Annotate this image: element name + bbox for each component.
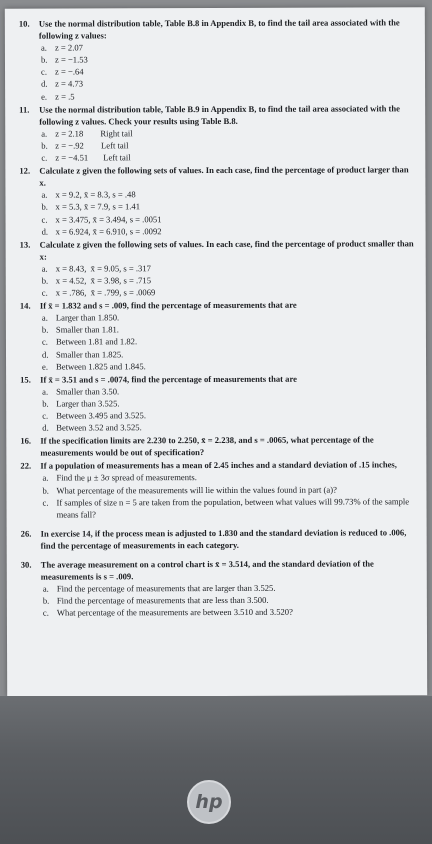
problem-part	[43, 606, 417, 619]
part-letter: b.	[41, 201, 48, 213]
problem-part	[42, 285, 416, 298]
part-text: z = 2.07	[54, 42, 83, 53]
part-letter: a.	[40, 42, 47, 53]
part-text: Find the percentage of measurements that are less than 3.500.	[56, 595, 269, 606]
problem	[20, 372, 416, 434]
problem-part	[43, 495, 417, 520]
problem-stem: If the specification limits are 2.230 to 2.250, x̄ = 2.238, and s = .0065, what percentage of the measurements would be out of specification?	[40, 434, 374, 458]
part-letter: d.	[41, 79, 48, 90]
problem-body	[40, 433, 416, 458]
part-letter: a.	[41, 189, 48, 200]
part-text: If samples of size n = 5 are taken from the population, between what values will 99.73% of the sample means fall?	[56, 495, 410, 520]
problem-list	[5, 7, 427, 619]
part-text: z = −4.51 Left tail	[55, 152, 131, 163]
problem	[19, 102, 415, 164]
problem-body	[40, 459, 416, 521]
part-text: What percentage of the measurements are between 3.510 and 3.520?	[56, 607, 293, 618]
problem-stem: If x̄ = 3.51 and s = .0074, find the percentage of measurements that are	[40, 373, 297, 385]
part-text: Smaller than 1.81.	[55, 324, 119, 335]
part-text: z = −.64	[55, 66, 84, 77]
problem-number: 12.	[19, 165, 31, 176]
part-text: x = 8.43, x̄ = 9.05, s = .317	[55, 263, 151, 274]
problem-stem: Use the normal distribution table, Table B.8 in Appendix B, to find the tail area associated with the following z values:	[38, 17, 400, 41]
problem-body	[41, 526, 417, 551]
part-letter: c.	[42, 497, 49, 508]
part-text: x = 9.2, x̄ = 8.3, s = .48	[55, 189, 136, 200]
part-text: z = .5	[55, 91, 75, 102]
problem-number: 30.	[20, 559, 32, 570]
part-text: Between 1.81 and 1.82.	[55, 336, 138, 347]
part-text: x = 6.924, x̄ = 6.910, s = .0092	[55, 225, 162, 237]
problem	[20, 433, 416, 459]
part-letter: b.	[41, 275, 49, 286]
problem-stem: The average measurement on a control chart is x̄ = 3.514, and the standard deviation of the measurements is s = .009.	[40, 558, 374, 582]
problem-stem: If a population of measurements has a mean of 2.45 inches and a standard deviation of .15 inches,	[40, 459, 397, 471]
part-text: Between 3.495 and 3.525.	[56, 410, 146, 421]
part-text: Between 1.825 and 1.845.	[56, 360, 146, 372]
part-letter: c.	[41, 66, 48, 77]
problem-stem: If x̄ = 1.832 and s = .009, find the percentage of measurements that are	[39, 299, 297, 311]
part-letter: a.	[42, 583, 49, 594]
problem-number: 14.	[19, 300, 31, 311]
part-text: z = −1.53	[54, 54, 88, 65]
problem-part	[41, 89, 415, 102]
problem-body	[41, 557, 417, 619]
part-letter: e.	[42, 361, 49, 372]
hp-logo-icon: hp	[187, 780, 231, 824]
problem-stem: Calculate z given the following sets of values. In each case, find the percentage of product smaller than x:	[39, 237, 414, 262]
problem	[21, 526, 417, 552]
problem-body	[40, 237, 416, 299]
problem-stem: Calculate z given the following sets of values. In each case, find the percentage of product larger than x.	[39, 164, 409, 188]
part-letter: a.	[42, 473, 49, 484]
part-letter: a.	[41, 312, 48, 323]
part-letter: a.	[41, 128, 48, 139]
worksheet-page	[5, 7, 427, 696]
part-text: Smaller than 3.50.	[56, 386, 120, 397]
part-letter: d.	[41, 349, 49, 360]
problem	[19, 163, 415, 237]
part-text: x = .786, x̄ = .799, s = .0069	[55, 287, 156, 298]
part-text: x = 5.3, x̄ = 7.9, s = 1.41	[55, 201, 141, 212]
problem-body	[39, 16, 415, 102]
problem	[19, 16, 415, 102]
part-letter: d.	[42, 422, 49, 433]
part-letter: e.	[41, 91, 48, 102]
part-text: Larger than 3.525.	[56, 398, 120, 409]
problem-stem: Use the normal distribution table, Table B.9 in Appendix B, to find the tail area associated with the following z values. Check your results using Table B.8.	[39, 103, 400, 127]
part-text: x = 4.52, x̄ = 3.98, s = .715	[55, 275, 152, 286]
part-text: Smaller than 1.825.	[55, 348, 124, 360]
problem-stem: In exercise 14, if the process mean is adjusted to 1.830 and the standard deviation is reduced to .006, find the percentage of measurements in each category.	[40, 527, 407, 551]
part-text: Find the percentage of measurements that are larger than 3.525.	[56, 583, 276, 594]
part-text: Larger than 1.850.	[55, 312, 120, 323]
part-text: What percentage of the measurements will lie within the values found in part (a)?	[56, 484, 337, 496]
part-letter: a.	[42, 386, 49, 397]
part-letter: b.	[42, 398, 49, 409]
part-letter: c.	[41, 152, 48, 163]
problem-number: 10.	[18, 18, 30, 29]
problem-part	[42, 224, 416, 237]
problem	[20, 459, 416, 521]
part-text: z = 4.73	[55, 78, 84, 90]
part-text: z = −.92 Left tail	[55, 140, 129, 151]
problem-body	[39, 102, 415, 164]
problem-number: 13.	[19, 239, 31, 250]
part-text: z = 2.18 Right tail	[55, 128, 133, 139]
problem-number: 15.	[20, 374, 31, 385]
problem-number: 22.	[20, 461, 32, 472]
part-text: Find the μ ± 3σ spread of measurements.	[56, 472, 197, 484]
problem	[20, 298, 416, 372]
problem-body	[40, 372, 416, 434]
problem-number: 26.	[20, 528, 32, 539]
part-letter: c.	[41, 214, 48, 225]
problem-body	[40, 298, 416, 372]
problem-number: 16.	[20, 435, 32, 446]
part-letter: b.	[41, 324, 49, 335]
problem-part	[42, 359, 416, 372]
problem	[21, 557, 417, 619]
part-letter: b.	[41, 140, 48, 151]
part-text: x = 3.475, x̄ = 3.494, s = .0051	[55, 213, 162, 225]
part-letter: c.	[42, 410, 49, 421]
problem-part	[42, 420, 416, 433]
part-letter: d.	[41, 226, 49, 237]
part-letter: c.	[41, 337, 48, 348]
problem-number: 11.	[19, 104, 30, 115]
part-letter: c.	[42, 607, 49, 619]
problem	[20, 237, 416, 299]
problem-part	[41, 150, 415, 163]
part-letter: b.	[42, 485, 49, 496]
part-letter: a.	[41, 263, 48, 274]
part-letter: b.	[40, 54, 48, 65]
problem-body	[39, 163, 415, 237]
part-text: Between 3.52 and 3.525.	[56, 422, 142, 433]
part-letter: b.	[42, 595, 50, 606]
part-letter: c.	[41, 287, 48, 298]
